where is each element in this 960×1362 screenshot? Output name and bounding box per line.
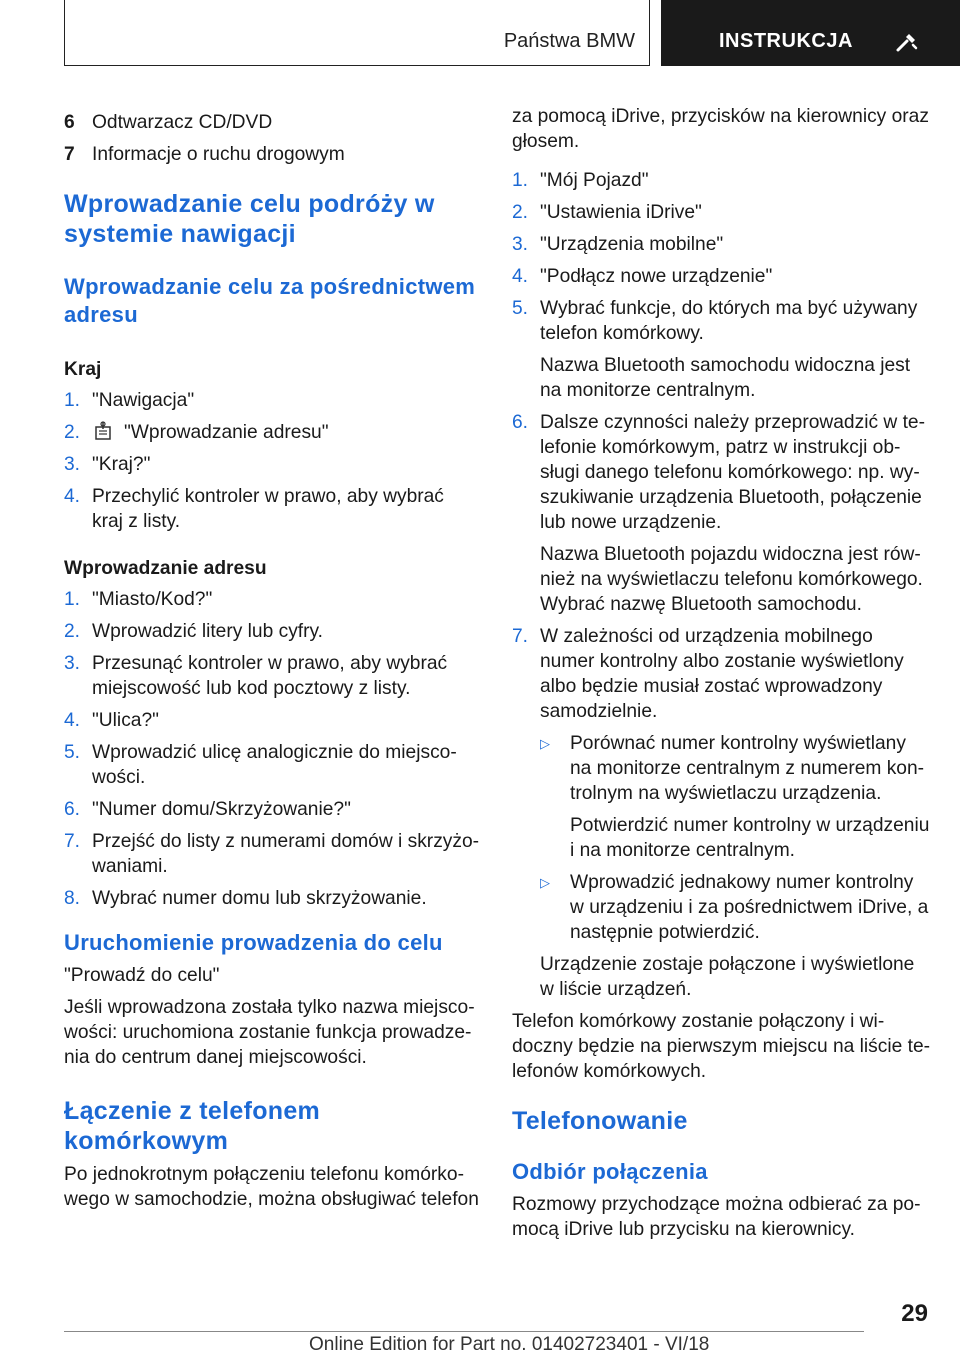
tools-icon (895, 30, 919, 54)
header-section-box (64, 0, 650, 66)
list-item (64, 708, 480, 733)
heading-receive-call: Odbiór połączenia (512, 1159, 708, 1184)
step-number: 3. (64, 454, 81, 475)
step-text: W zależności od urządzenia mobilnego numer kontrolny albo zostanie wyświetlony albo będzie musiał zostać wprowadzony samodzielnie. (540, 626, 904, 722)
list-item (64, 388, 480, 413)
phone-intro-continued: za pomocą iDrive, przycisków na kierownicy oraz głosem. (512, 106, 929, 152)
list-item (512, 296, 932, 346)
step5-note: Nazwa Bluetooth samochodu widoczna jest na monitorze centralnym. (540, 355, 911, 401)
bullet1-note: Potwierdzić numer kontrolny w urządzeniu i na monitorze centralnym. (570, 815, 930, 861)
section-title: Państwa BMW (503, 30, 635, 52)
step-text: Przejść do listy z numerami domów i skrzyżowaniami. (92, 831, 480, 877)
bullet-enter (540, 870, 932, 945)
list-item (64, 142, 480, 167)
step-content (92, 420, 329, 445)
step-text: "Numer domu/Skrzyżowanie?" (92, 799, 351, 820)
step-number: 4. (512, 266, 529, 287)
step-number: 1. (64, 390, 81, 411)
list-item (512, 168, 932, 193)
phone-intro: Po jednokrotnym połączeniu telefonu komórkowego w samochodzie, można obsługiwać telefon (64, 1164, 479, 1210)
bullet-compare (540, 731, 932, 806)
step-number: 1. (512, 170, 529, 191)
list-item (64, 651, 480, 701)
receive-text: Rozmowy przychodzące można odbierać za pomocą iDrive lub przycisku na kierownicy. (512, 1194, 921, 1240)
list-item (64, 452, 480, 477)
step-text: Informacje o ruchu drogowym (92, 144, 345, 165)
bullet-text: Wprowadzić jednakowy numer kontrolny w urządzeniu i za pośrednictwem iDrive, a następnie potwierdzić. (570, 872, 929, 943)
step7-note: Urządzenie zostaje połączone i wyświetlone w liście urządzeń. (540, 954, 915, 1000)
list-item (512, 232, 932, 257)
step-text: "Ulica?" (92, 710, 159, 731)
list-item (64, 420, 480, 445)
step-text: Przesunąć kontroler w prawo, aby wybrać miejscowość lub kod pocztowy z listy. (92, 653, 448, 699)
heading-country: Kraj (64, 359, 102, 380)
step-text: "Miasto/Kod?" (92, 589, 213, 610)
list-item (64, 484, 480, 534)
step-number: 6. (64, 799, 81, 820)
step-text: Odtwarzacz CD/DVD (92, 112, 273, 133)
list-item (512, 200, 932, 225)
list-item (64, 829, 480, 879)
address-steps-list (64, 587, 480, 911)
chapter-title: INSTRUKCJA (719, 30, 853, 52)
heading-start-guidance: Uruchomienie prowadzenia do celu (64, 930, 443, 955)
step-text: Wybrać funkcje, do których ma być używany telefon komórkowy. (540, 298, 918, 344)
step-number: 7. (64, 831, 81, 852)
heading-address-entry: Wprowadzanie celu za pośrednictwem adresu (64, 274, 476, 327)
address-entry-icon (92, 421, 114, 441)
list-item (64, 797, 480, 822)
step-text: "Podłącz nowe urządzenie" (540, 266, 773, 287)
step-6 (512, 410, 932, 535)
list-item (64, 740, 480, 790)
step-text: "Urządzenia mobilne" (540, 234, 724, 255)
step-text: "Kraj?" (92, 454, 151, 475)
step-text: Przechylić kontroler w prawo, aby wybrać kraj z listy. (92, 486, 444, 532)
step-number: 4. (64, 486, 81, 507)
step-number: 2. (512, 202, 529, 223)
heading-navigation-destination: Wprowadzanie celu podróży w systemie nawigacji (64, 190, 435, 248)
heading-calls: Telefonowanie (512, 1107, 688, 1135)
triangle-bullet-icon: ▷ (540, 736, 550, 751)
step6-note: Nazwa Bluetooth pojazdu widoczna jest również na wyświetlaczu telefonu komórkowego. Wybrać nazwę Bluetooth samochodu. (540, 544, 923, 615)
list-item (64, 587, 480, 612)
start-description: Jeśli wprowadzona została tylko nazwa miejscowości: uruchomiona zostanie funkcja prowadzenia do centrum danej miejscowości. (64, 997, 475, 1068)
step-number: 2. (64, 621, 81, 642)
footer-edition: Online Edition for Part no. 01402723401 - VI/18 (309, 1334, 710, 1355)
triangle-bullet-icon: ▷ (540, 875, 550, 890)
step-number: 8. (64, 888, 81, 909)
top-list (64, 110, 480, 167)
step-text: "Mój Pojazd" (540, 170, 649, 191)
country-steps-list (64, 388, 480, 534)
connected-text: Telefon komórkowy zostanie połączony i widoczny będzie na pierwszym miejscu na liście telefonów komórkowych. (512, 1011, 931, 1082)
heading-address: Wprowadzanie adresu (64, 558, 267, 579)
step-text: Dalsze czynności należy przeprowadzić w telefonie komórkowym, patrz w instrukcji obsługi danego telefonu komórkowego: np. wyszukiwanie urządzenia Bluetooth, połączenie lub nowe urządzenie. (540, 412, 925, 533)
step-number: 1. (64, 589, 81, 610)
step-number: 5. (64, 742, 81, 763)
list-item (512, 264, 932, 289)
page-number: 29 (901, 1300, 928, 1327)
list-item (64, 110, 480, 135)
step-text: Wprowadzić litery lub cyfry. (92, 621, 324, 642)
pairing-steps-list (512, 168, 932, 346)
step-number: 6. (512, 412, 529, 433)
step-text: "Nawigacja" (92, 390, 195, 411)
list-item (64, 886, 480, 911)
right-column (512, 104, 932, 1242)
step-number: 4. (64, 710, 81, 731)
bullet-text: Porównać numer kontrolny wyświetlany na monitorze centralnym z numerem kontrolnym na wyświetlaczu urządzenia. (570, 733, 925, 804)
step-text: "Wprowadzanie adresu" (124, 422, 329, 443)
step-number: 7. (512, 626, 529, 647)
step-text: Wybrać numer domu lub skrzyżowanie. (92, 888, 427, 909)
step-number: 6 (64, 112, 75, 133)
step-number: 2. (64, 422, 81, 443)
footer-divider (64, 1331, 864, 1332)
heading-phone-connect: Łączenie z telefonem komórkowym (64, 1097, 321, 1155)
step-number: 7 (64, 144, 75, 165)
start-command: "Prowadź do celu" (64, 965, 220, 986)
step-number: 3. (512, 234, 529, 255)
list-item (64, 619, 480, 644)
step-7 (512, 624, 932, 724)
step-text: "Ustawienia iDrive" (540, 202, 702, 223)
header-chapter-box (661, 0, 960, 66)
step-text: Wprowadzić ulicę analogicznie do miejscowości. (92, 742, 457, 788)
step-number: 3. (64, 653, 81, 674)
left-column (64, 110, 480, 1212)
step-number: 5. (512, 298, 529, 319)
